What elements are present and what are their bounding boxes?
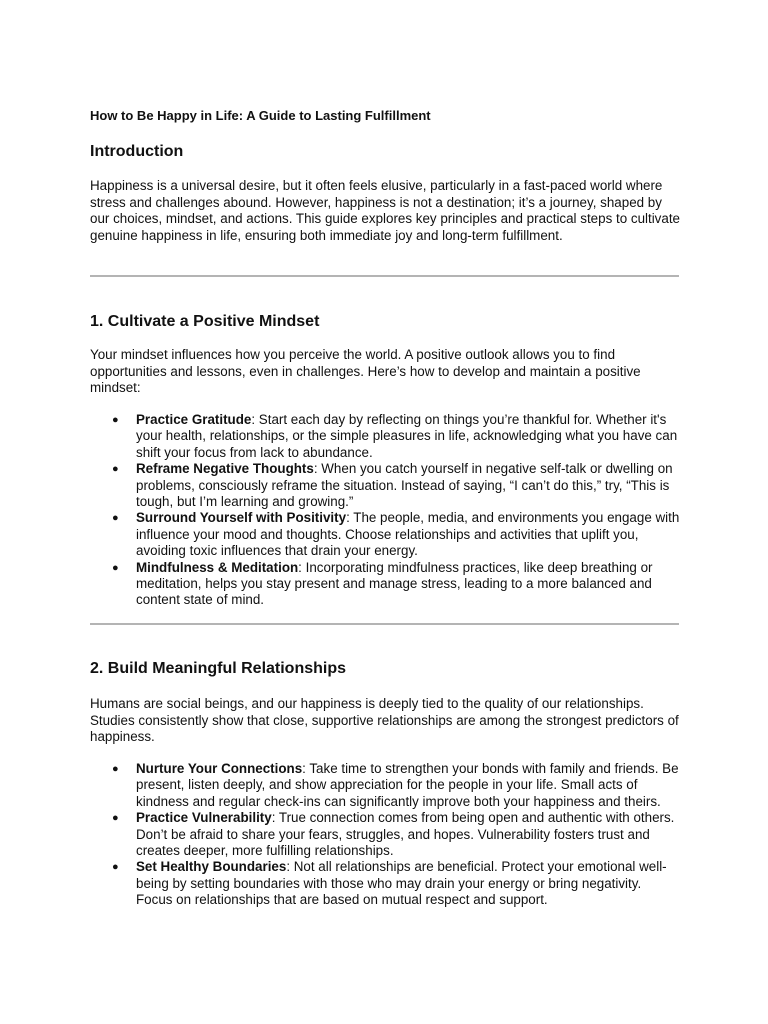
section1-paragraph: Your mindset influences how you perceive the world. A positive outlook allows you to find opportunities and lessons, even in challenges. Here’s how to develop and maintain a positive mindset: [90, 347, 641, 396]
list-item-text: : The people, media, and environments you engage with influence your mood and thoughts. Choose relationships and activities that uplift you, avoiding toxic influences that drain your energy. [136, 510, 680, 559]
list-item [90, 412, 680, 461]
section-divider [90, 623, 679, 625]
bullet-icon: ● [112, 763, 119, 775]
list-item-text: : True connection comes from being open and authentic with others. Don’t be afraid to share your fears, struggles, and hopes. Vulnerability fosters trust and creates deeper, more fulfilling relationships. [136, 810, 675, 859]
list-item-text: : Start each day by reflecting on things you’re thankful for. Whether it's your health, relationships, or the simple pleasures in life, acknowledging what you have can shift your focus from lack to abundance. [136, 412, 678, 460]
list-item-term: Reframe Negative Thoughts [136, 461, 314, 477]
list-item-term: Surround Yourself with Positivity [136, 510, 347, 526]
section2-paragraph: Humans are social beings, and our happiness is deeply tied to the quality of our relationships. Studies consistently show that close, supportive relationships are among the strongest predictors of happiness. [90, 696, 679, 745]
list-item-term: Nurture Your Connections [136, 761, 303, 776]
section1-list [90, 412, 680, 609]
list-item-term: Practice Vulnerability [136, 810, 272, 826]
bullet-icon: ● [112, 861, 119, 874]
list-item [90, 510, 680, 559]
bullet-icon: ● [112, 561, 119, 574]
list-item-text: : Not all relationships are beneficial. Protect your emotional well-being by setting boundaries with those who may drain your energy or bring negativity. Focus on relationships that are based on mutual respect and support. [136, 859, 667, 908]
list-item-text: : Take time to strengthen your bonds with family and friends. Be present, listen deeply, and show appreciation for the people in your life. Small acts of kindness and regular check-ins can significantly improve both your happiness and theirs. [136, 761, 679, 809]
list-item-term: Mindfulness & Meditation [136, 559, 299, 575]
list-item-text: : When you catch yourself in negative self-talk or dwelling on problems, consciously reframe the situation. Instead of saying, “I can’t do this,” try, “This is tough, but I’m learning and growing.” [136, 461, 673, 510]
section2-list [90, 761, 680, 909]
section2-heading: 2. Build Meaningful Relationships [90, 660, 347, 677]
intro-heading: Introduction [90, 143, 184, 160]
list-item [90, 761, 680, 810]
list-item-term: Set Healthy Boundaries [136, 859, 287, 875]
document-title: How to Be Happy in Life: A Guide to Lasting Fulfillment [90, 108, 431, 123]
list-item [90, 560, 680, 609]
bullet-icon: ● [112, 512, 119, 525]
list-item [90, 461, 680, 510]
bullet-icon: ● [112, 463, 119, 476]
bullet-icon: ● [112, 812, 119, 825]
list-item-term: Practice Gratitude [136, 412, 252, 427]
intro-paragraph: Happiness is a universal desire, but it often feels elusive, particularly in a fast-paced world where stress and challenges abound. However, happiness is not a destination; it’s a journey, shaped by our choices, mindset, and actions. This guide explores key principles and practical steps to cultivate genuine happiness in life, ensuring both immediate joy and long-term fulfillment. [90, 178, 680, 243]
bullet-icon: ● [112, 414, 119, 426]
list-item [90, 859, 680, 908]
list-item [90, 810, 680, 859]
section1-heading: 1. Cultivate a Positive Mindset [90, 313, 320, 330]
list-item-text: : Incorporating mindfulness practices, like deep breathing or meditation, helps you stay present and manage stress, leading to a more balanced and content state of mind. [136, 559, 653, 608]
section-divider [90, 275, 679, 277]
